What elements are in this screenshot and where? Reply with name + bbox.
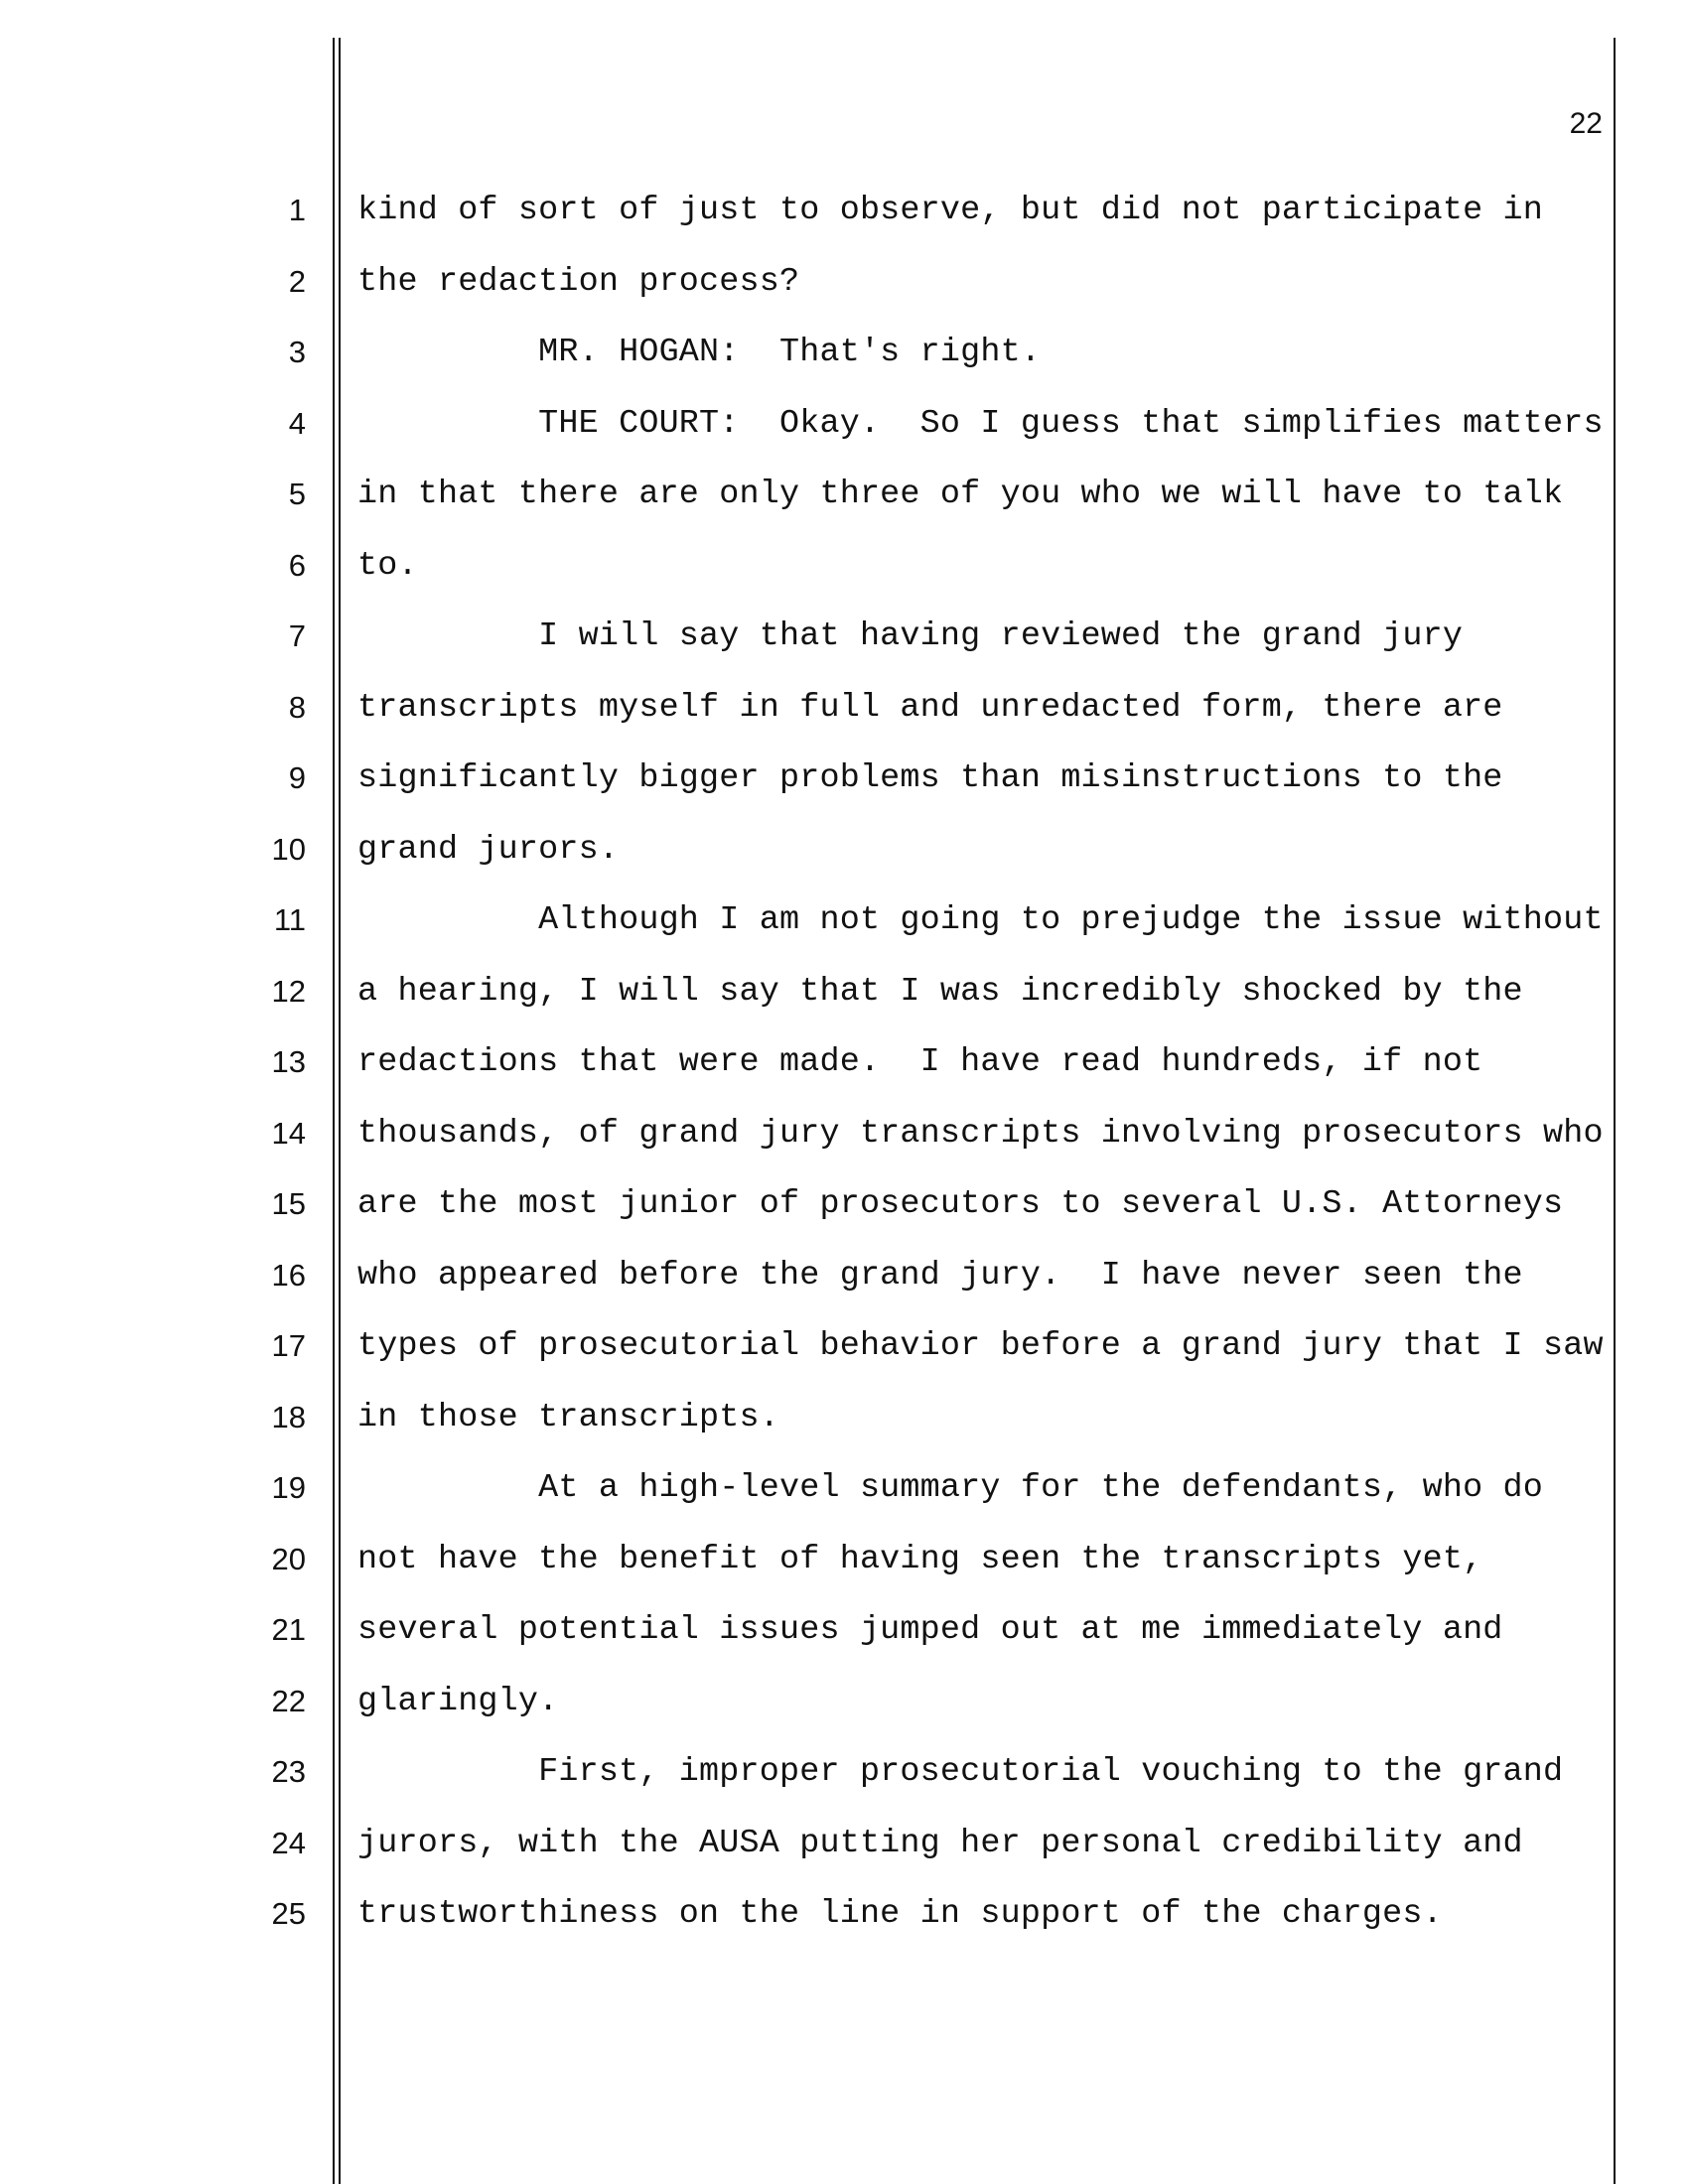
- line-text: trustworthiness on the line in support of the charges.: [357, 1895, 1443, 1933]
- transcript-line: [0, 532, 1688, 604]
- transcript-line: [0, 390, 1688, 462]
- transcript-line: [0, 1526, 1688, 1597]
- line-number: 25: [271, 1896, 306, 1931]
- transcript-line: [0, 603, 1688, 674]
- line-text: not have the benefit of having seen the transcripts yet,: [357, 1541, 1483, 1578]
- line-number: 17: [271, 1328, 306, 1363]
- line-number: 8: [288, 690, 306, 725]
- line-text: jurors, with the AUSA putting her personal credibility and: [357, 1825, 1523, 1862]
- line-text: redactions that were made. I have read hundreds, if not: [357, 1043, 1483, 1081]
- line-text: kind of sort of just to observe, but did not participate in: [357, 192, 1544, 229]
- line-number: 18: [271, 1400, 306, 1434]
- transcript-line: [0, 1242, 1688, 1313]
- line-text: to.: [357, 547, 418, 585]
- transcript-line: [0, 1596, 1688, 1668]
- transcript-line: [0, 816, 1688, 887]
- transcript-line: [0, 1312, 1688, 1384]
- transcript-line: [0, 674, 1688, 746]
- line-number: 10: [271, 832, 306, 867]
- transcript-line: [0, 461, 1688, 532]
- line-number: 1: [288, 193, 306, 227]
- transcript-line: [0, 1668, 1688, 1739]
- transcript-line: [0, 745, 1688, 816]
- line-number: 15: [271, 1186, 306, 1221]
- line-number: 13: [271, 1044, 306, 1079]
- line-number: 14: [271, 1116, 306, 1151]
- transcript-line: [0, 887, 1688, 958]
- transcript-line: [0, 1454, 1688, 1526]
- page-number: 22: [1569, 107, 1603, 140]
- line-number: 7: [288, 618, 306, 653]
- line-text: in that there are only three of you who we will have to talk: [357, 476, 1564, 513]
- transcript-line: [0, 958, 1688, 1029]
- line-text: several potential issues jumped out at me immediately and: [357, 1611, 1503, 1649]
- line-text: types of prosecutorial behavior before a grand jury that I saw: [357, 1327, 1604, 1365]
- line-text: grand jurors.: [357, 831, 620, 869]
- transcript-line: [0, 1384, 1688, 1455]
- line-text: glaringly.: [357, 1683, 559, 1720]
- line-number: 23: [271, 1754, 306, 1789]
- transcript-line: [0, 1100, 1688, 1171]
- line-number: 4: [288, 406, 306, 441]
- line-text: are the most junior of prosecutors to several U.S. Attorneys: [357, 1185, 1564, 1223]
- line-number: 20: [271, 1542, 306, 1576]
- line-text: who appeared before the grand jury. I have never seen the: [357, 1257, 1523, 1295]
- line-number: 21: [271, 1612, 306, 1647]
- line-text: the redaction process?: [357, 263, 800, 301]
- transcript-line: [0, 1810, 1688, 1881]
- line-text: transcripts myself in full and unredacted form, there are: [357, 689, 1503, 727]
- line-number: 19: [271, 1470, 306, 1505]
- line-text: First, improper prosecutorial vouching to the grand: [357, 1753, 1564, 1791]
- line-number: 2: [288, 264, 306, 299]
- line-text: Although I am not going to prejudge the issue without: [357, 901, 1604, 939]
- transcript-line: [0, 248, 1688, 320]
- line-text: At a high-level summary for the defendants, who do: [357, 1469, 1544, 1507]
- line-number: 6: [288, 548, 306, 583]
- line-number: 24: [271, 1826, 306, 1860]
- line-text: thousands, of grand jury transcripts involving prosecutors who: [357, 1115, 1604, 1153]
- transcript-line: [0, 319, 1688, 390]
- transcript-line: [0, 1738, 1688, 1810]
- line-number: 9: [288, 760, 306, 795]
- transcript-line: [0, 1170, 1688, 1242]
- line-text: a hearing, I will say that I was incredibly shocked by the: [357, 973, 1523, 1011]
- line-number: 11: [273, 902, 306, 937]
- line-text: THE COURT: Okay. So I guess that simplifies matters: [357, 405, 1604, 443]
- transcript-line: [0, 1880, 1688, 1952]
- line-text: in those transcripts.: [357, 1399, 779, 1436]
- line-number: 3: [288, 335, 306, 369]
- line-number: 16: [271, 1258, 306, 1293]
- line-number: 22: [271, 1684, 306, 1718]
- line-number: 12: [271, 974, 306, 1009]
- transcript-line: [0, 177, 1688, 248]
- line-text: I will say that having reviewed the grand jury: [357, 617, 1464, 655]
- line-text: MR. HOGAN: That's right.: [357, 334, 1042, 371]
- transcript-line: [0, 1028, 1688, 1100]
- line-text: significantly bigger problems than misinstructions to the: [357, 759, 1503, 797]
- line-number: 5: [288, 477, 306, 511]
